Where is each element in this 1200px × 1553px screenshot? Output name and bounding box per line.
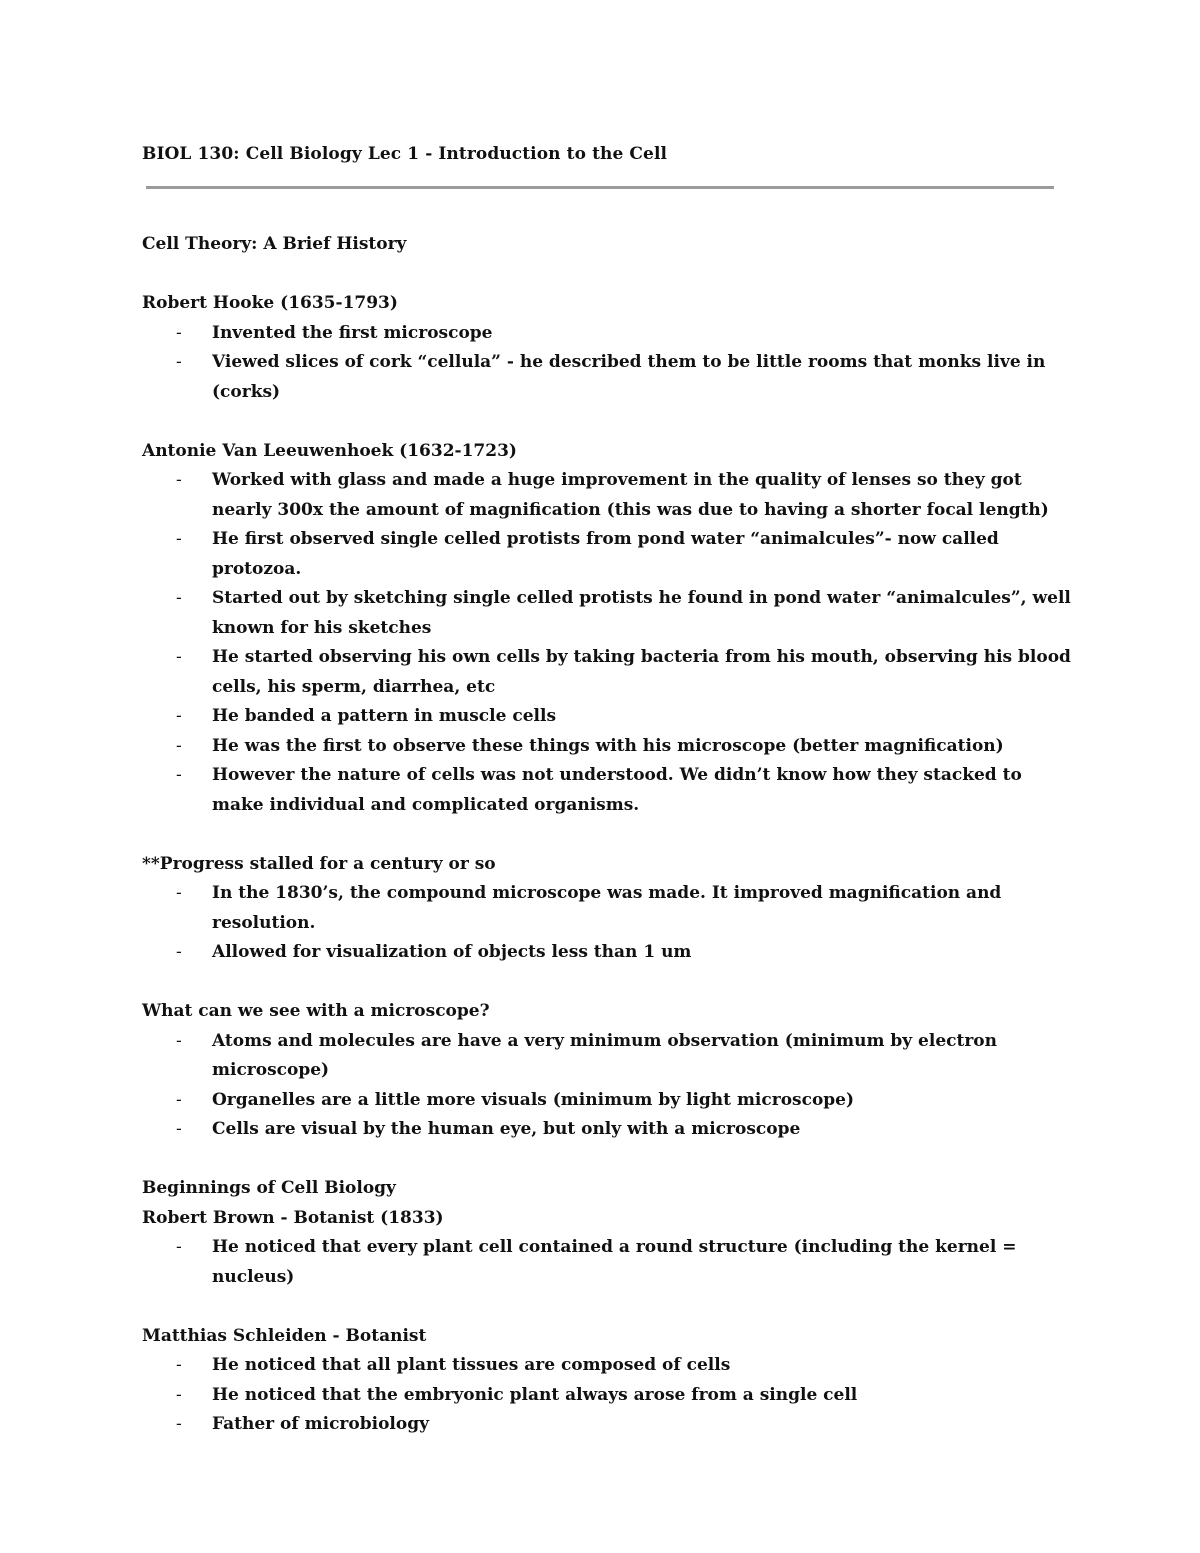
section-robert-hooke [142,289,1072,407]
bullet-list [142,1351,1072,1440]
bullet-marker: - [176,529,182,549]
section-leeuwenhoek [142,437,1072,821]
list-item-text: He noticed that all plant tissues are composed of cells [212,1355,731,1375]
section-heading: Robert Hooke (1635-1793) [142,293,398,313]
bullet-marker: - [176,1384,182,1405]
lecture-title: : Cell Biology Lec 1 - Introduction to the Cell [233,144,668,164]
list-item-text: He banded a pattern in muscle cells [212,706,557,726]
section-heading: What can we see with a microscope? [142,1001,490,1021]
list-item [142,1233,1072,1292]
list-item-text: Allowed for visualization of objects less than 1 um [212,942,692,962]
section-heading: Cell Theory: A Brief History [142,234,407,254]
list-item [142,732,1072,762]
list-item-text: However the nature of cells was not understood. We didn’t know how they stacked to make individual and complicated organisms. [212,765,1022,815]
list-item-text: Father of microbiology [212,1414,429,1434]
bullet-marker: - [176,588,182,608]
title-divider [146,186,1054,189]
list-item-text: In the 1830’s, the compound microscope was made. It improved magnification and resolution. [212,883,1002,933]
bullet-marker: - [176,765,182,785]
list-item [142,466,1072,525]
bullet-marker: - [176,322,182,343]
list-item-text: Viewed slices of cork “cellula” - he described them to be little rooms that monks live in (corks) [212,352,1046,402]
section-heading: Matthias Schleiden - Botanist [142,1325,427,1346]
list-item [142,584,1072,643]
document-title [142,144,667,164]
section-cell-theory [142,230,1072,260]
bullet-marker: - [176,470,182,490]
bullet-list [142,1027,1072,1145]
list-item [142,1381,1072,1411]
bullet-marker: - [176,942,182,962]
section-beginnings [142,1174,1072,1292]
list-item-text: Invented the first microscope [212,322,493,343]
list-item-text: He noticed that every plant cell contained a round structure (including the kernel = nucleus) [212,1237,1017,1287]
section-microscope-visibility [142,997,1072,1145]
list-item [142,761,1072,820]
list-item [142,1115,1072,1145]
course-code: BIOL 130 [142,144,234,164]
list-item [142,319,1072,349]
section-heading: Beginnings of Cell Biology [142,1178,396,1198]
section-subheading: Robert Brown - Botanist (1833) [142,1207,444,1228]
list-item [142,1086,1072,1116]
bullet-marker: - [176,706,182,726]
list-item [142,525,1072,584]
document-body [142,230,1072,1469]
list-item-text: Worked with glass and made a huge improvement in the quality of lenses so they got nearly 300x the amount of magnification (this was due to having a shorter focal length) [212,470,1049,520]
bullet-list [142,319,1072,408]
list-item [142,1410,1072,1440]
list-item [142,643,1072,702]
bullet-marker: - [176,1030,182,1051]
list-item-text: He first observed single celled protists from pond water “animalcules”- now called protozoa. [212,529,999,579]
list-item-text: Started out by sketching single celled protists he found in pond water “animalcules”, well known for his sketches [212,588,1071,638]
list-item [142,348,1072,407]
list-item [142,1351,1072,1381]
bullet-marker: - [176,1119,182,1139]
bullet-list [142,879,1072,968]
section-progress-stalled [142,850,1072,968]
list-item-text: Organelles are a little more visuals (minimum by light microscope) [212,1089,855,1110]
bullet-marker: - [176,1414,182,1434]
bullet-marker: - [176,1089,182,1110]
list-item-text: He was the first to observe these things with his microscope (better magnification) [212,735,1004,756]
list-item-text: He started observing his own cells by taking bacteria from his mouth, observing his blood cells, his sperm, diarrhea, etc [212,647,1071,697]
list-item-text: Atoms and molecules are have a very minimum observation (minimum by electron microscope) [212,1030,997,1080]
bullet-marker: - [176,352,182,372]
list-item [142,702,1072,732]
section-heading: Antonie Van Leeuwenhoek (1632-1723) [142,440,517,461]
bullet-list [142,466,1072,820]
list-item [142,938,1072,968]
bullet-marker: - [176,735,182,756]
list-item-text: Cells are visual by the human eye, but only with a microscope [212,1119,801,1139]
section-schleiden [142,1322,1072,1440]
list-item [142,1027,1072,1086]
bullet-marker: - [176,883,182,903]
bullet-list [142,1233,1072,1292]
bullet-marker: - [176,647,182,667]
bullet-marker: - [176,1355,182,1375]
section-heading: **Progress stalled for a century or so [142,853,496,874]
bullet-marker: - [176,1237,182,1257]
list-item-text: He noticed that the embryonic plant always arose from a single cell [212,1384,858,1405]
list-item [142,879,1072,938]
